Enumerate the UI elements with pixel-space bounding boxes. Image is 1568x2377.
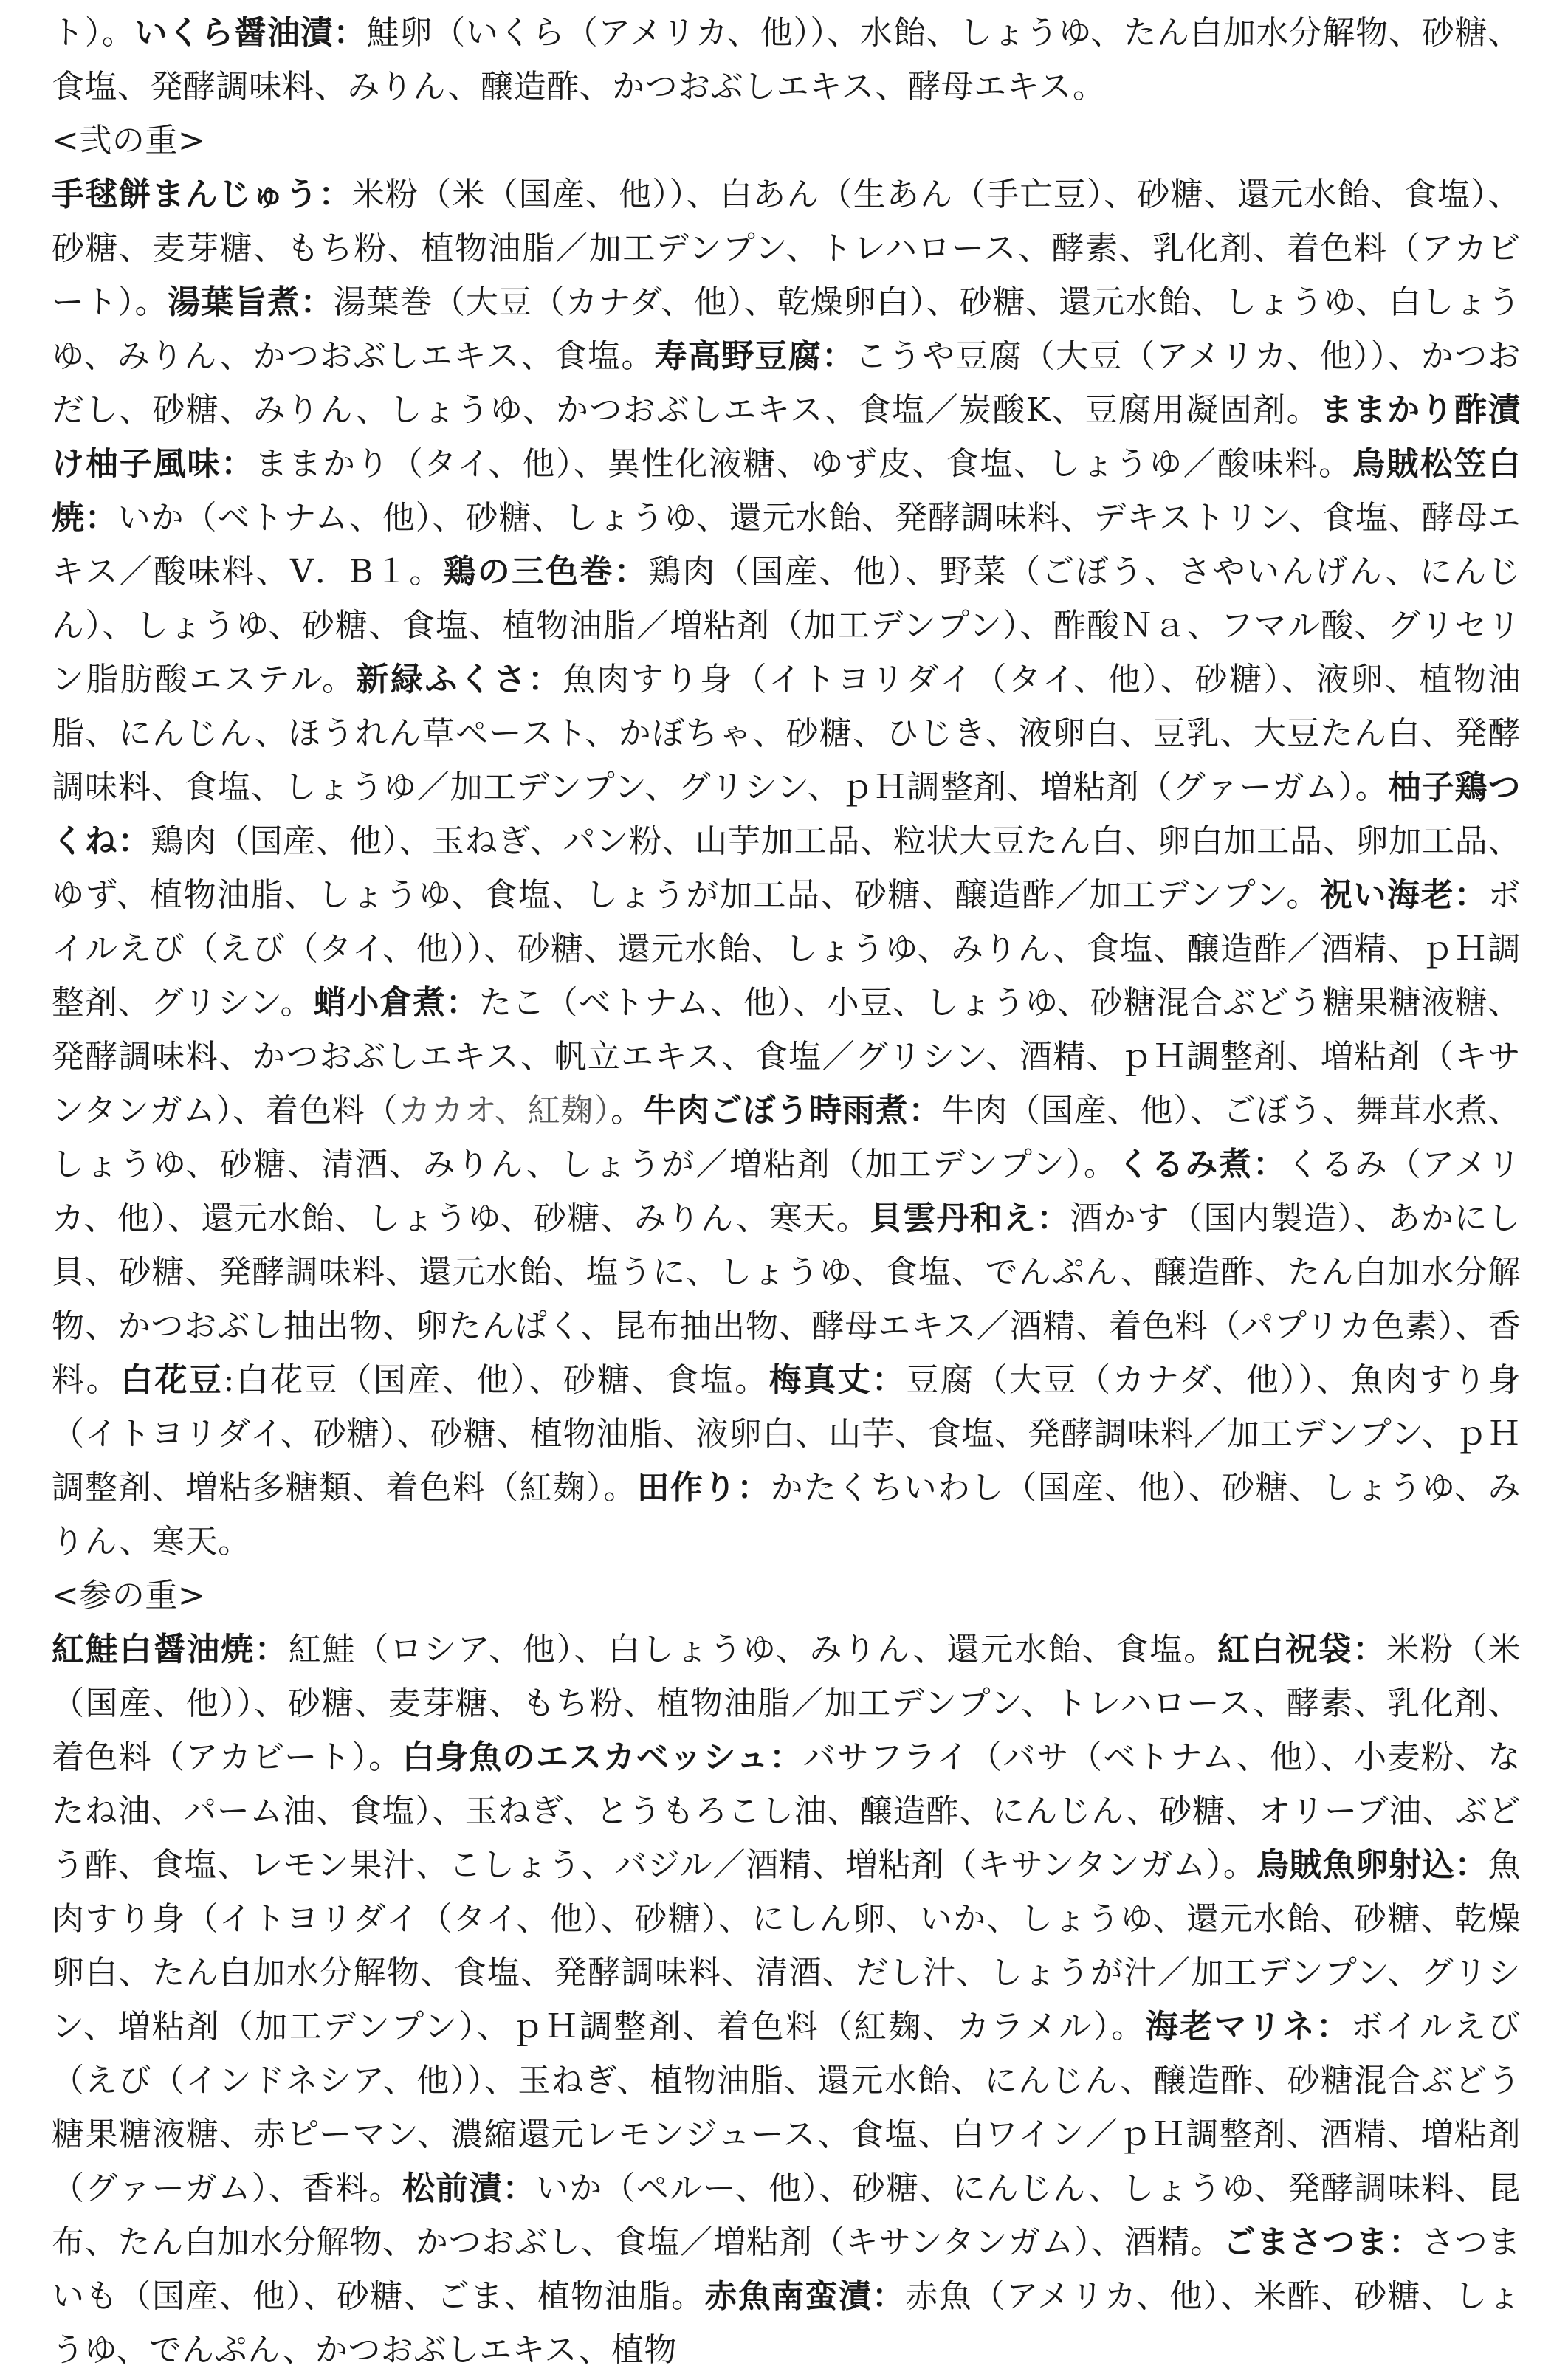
ingredient-text: カカオ、紅麹） <box>398 1092 611 1129</box>
ingredient-text: 紅鮭（ロシア、他）、白しょうゆ、みりん、還元水飴、食塩。 <box>288 1631 1217 1668</box>
ingredient-text: :白花豆（国産、他）、砂糖、食塩。 <box>223 1361 769 1399</box>
product-name: 烏賊松笠白焼： <box>52 445 1521 537</box>
ingredient-text: 豆腐（大豆（カナダ、他））、魚肉すり身（イトヨリダイ、砂糖）、砂糖、植物油脂、液卵白、山芋、食塩、発酵調味料／加工デンプン、ｐＨ調整剤、増粘多糖類、着色料（紅麹）。 <box>52 1361 1521 1507</box>
product-name: 海老マリネ： <box>1145 2008 1351 2046</box>
ingredient-text: 赤魚（アメリカ、他）、米酢、砂糖、しょうゆ、でんぷん、かつおぶしエキス、植物 <box>52 2277 1521 2369</box>
product-name: 鶏の三色巻： <box>443 553 649 591</box>
product-name: 田作り： <box>636 1469 771 1507</box>
ingredient-text: 鮭卵（いくら（アメリカ、他））、水飴、しょうゆ、たん白加水分解物、砂糖、食塩、発酵調味料、みりん、醸造酢、かつおぶしエキス、酵母エキス。 <box>52 14 1521 106</box>
product-name: 蛸小倉煮： <box>313 984 479 1022</box>
ingredient-text: 魚肉すり身（イトヨリダイ（タイ、他）、砂糖）、にしん卵、いか、しょうゆ、還元水飴、砂糖、乾燥卵白、たん白加水分解物、食塩、発酵調味料、清酒、だし汁、しょうが汁／加工デンプン、グリシン、増粘剤（加工デンプン）、ｐＨ調整剤、着色料（紅麹、カラメル）。 <box>52 1846 1521 2046</box>
ingredient-text: 湯葉巻（大豆（カナダ、他）、乾燥卵白）、砂糖、還元水飴、しょうゆ、白しょうゆ、みりん、かつおぶしエキス、食塩。 <box>52 283 1521 375</box>
ingredient-text: さつまいも（国産、他）、砂糖、ごま、植物油脂。 <box>52 2223 1521 2315</box>
product-name: 梅真丈： <box>768 1361 907 1399</box>
product-name: 紅白祝袋： <box>1217 1631 1387 1668</box>
product-name: 柚子鶏つくね： <box>52 768 1521 860</box>
ingredient-text: バサフライ（バサ（ベトナム、他）、小麦粉、なたね油、パーム油、食塩）、玉ねぎ、とうもろこし油、醸造酢、にんじん、砂糖、オリーブ油、ぶどう酢、食塩、レモン果汁、こしょう、バジル／酒精、増粘剤（キサンタンガム）。 <box>52 1738 1521 1884</box>
ingredient-text: 米粉（米（国産、他））、白あん（生あん（手亡豆）、砂糖、還元水飴、食塩）、砂糖、麦芽糖、もち粉、植物油脂／加工デンプン、トレハロース、酵素、乳化剤、着色料（アカビート）。 <box>52 176 1521 321</box>
section-heading <box>52 1569 1521 1623</box>
ingredient-text: こうや豆腐（大豆（アメリカ、他））、かつおだし、砂糖、みりん、しょうゆ、かつおぶしエキス、食塩／炭酸K、豆腐用凝固剤。 <box>52 337 1521 429</box>
ingredient-text: 魚肉すり身（イトヨリダイ（タイ、他）、砂糖）、液卵、植物油脂、にんじん、ほうれん草ペースト、かぼちゃ、砂糖、ひじき、液卵白、豆乳、大豆たん白、発酵調味料、食塩、しょうゆ／加工デンプン、グリシン、ｐＨ調整剤、増粘剤（グァーガム）。 <box>52 661 1521 806</box>
product-name: 新緑ふくさ： <box>356 661 563 698</box>
product-name: 寿高野豆腐： <box>654 337 856 375</box>
ingredient-text: いか（ベトナム、他）、砂糖、しょうゆ、還元水飴、発酵調味料、デキストリン、食塩、酵母エキス／酸味料、V．B１。 <box>52 499 1521 591</box>
product-name: 手毬餅まんじゅう： <box>52 176 352 213</box>
product-name: 牛肉ごぼう時雨煮： <box>644 1092 942 1129</box>
ingredient-text: 。 <box>611 1092 644 1129</box>
ingredient-text: 酒かす（国内製造）、あかにし貝、砂糖、発酵調味料、還元水飴、塩うに、しょうゆ、食塩、でんぷん、醸造酢、たん白加水分解物、かつおぶし抽出物、卵たんぱく、昆布抽出物、酵母エキス／酒精、着色料（パプリカ色素）、香料。 <box>52 1200 1521 1399</box>
product-name: ままかり酢漬け柚子風味： <box>52 391 1521 483</box>
product-name: ごまさつま： <box>1223 2223 1422 2261</box>
ingredient-text: ままかり（タイ、他）、異性化液糖、ゆず皮、食塩、しょうゆ／酸味料。 <box>255 445 1353 483</box>
ingredient-text: 鶏肉（国産、他）、玉ねぎ、パン粉、山芋加工品、粒状大豆たん白、卵白加工品、卵加工品、ゆず、植物油脂、しょうゆ、食塩、しょうが加工品、砂糖、醸造酢／加工デンプン。 <box>52 822 1521 914</box>
section-heading <box>52 114 1521 168</box>
product-name: 松前漬： <box>402 2170 536 2207</box>
ingredient-paragraph <box>52 6 1521 114</box>
product-name: 赤魚南蛮漬： <box>704 2277 906 2315</box>
ingredient-text: 鶏肉（国産、他）、野菜（ごぼう、さやいんげん、にんじん）、しょうゆ、砂糖、食塩、植物油脂／増粘剤（加工デンプン）、酢酸Ｎａ、フマル酸、グリセリン脂肪酸エステル。 <box>52 553 1521 698</box>
product-name: いくら醤油漬： <box>134 14 367 52</box>
product-name: くるみ煮： <box>1117 1146 1287 1183</box>
ingredient-text: ト）。 <box>52 14 135 52</box>
ingredient-text: <弐の重> <box>52 122 206 159</box>
ingredient-text: ボイルえび（えび（インドネシア、他））、玉ねぎ、植物油脂、還元水飴、にんじん、醸造酢、砂糖混合ぶどう糖果糖液糖、赤ピーマン、濃縮還元レモンジュース、食塩、白ワイン／ｐＨ調整剤、酒精、増粘剤（グァーガム）、香料。 <box>52 2008 1521 2207</box>
ingredient-text: 牛肉（国産、他）、ごぼう、舞茸水煮、しょうゆ、砂糖、清酒、みりん、しょうが／増粘剤（加工デンプン）。 <box>52 1092 1521 1183</box>
ingredients-document <box>52 6 1521 2377</box>
ingredient-paragraph <box>52 168 1521 1569</box>
product-name: 白花豆 <box>120 1361 224 1399</box>
ingredient-text: くるみ（アメリカ、他）、還元水飴、しょうゆ、砂糖、みりん、寒天。 <box>52 1146 1521 1237</box>
ingredient-text: <参の重> <box>52 1577 206 1614</box>
ingredient-text: いか（ペルー、他）、砂糖、にんじん、しょうゆ、発酵調味料、昆布、たん白加水分解物、かつおぶし、食塩／増粘剤（キサンタンガム）、酒精。 <box>52 2170 1521 2261</box>
ingredient-text: 米粉（米（国産、他））、砂糖、麦芽糖、もち粉、植物油脂／加工デンプン、トレハロース、酵素、乳化剤、着色料（アカビート）。 <box>52 1631 1521 1776</box>
product-name: 祝い海老： <box>1319 876 1488 914</box>
ingredient-paragraph <box>52 1623 1521 2377</box>
product-name: 白身魚のエスカベッシュ： <box>402 1738 803 1776</box>
ingredient-text: かたくちいわし（国産、他）、砂糖、しょうゆ、みりん、寒天。 <box>52 1469 1521 1561</box>
product-name: 紅鮭白醤油焼： <box>52 1631 289 1668</box>
ingredient-text: ボイルえび（えび（タイ、他））、砂糖、還元水飴、しょうゆ、みりん、食塩、醸造酢／酒精、ｐＨ調整剤、グリシン。 <box>52 876 1521 1022</box>
product-name: 烏賊魚卵射込： <box>1256 1846 1488 1884</box>
ingredient-text: たこ（ベトナム、他）、小豆、しょうゆ、砂糖混合ぶどう糖果糖液糖、発酵調味料、かつおぶしエキス、帆立エキス、食塩／グリシン、酒精、ｐＨ調整剤、増粘剤（キサンタンガム）、着色料（ <box>52 984 1521 1129</box>
product-name: 貝雲丹和え： <box>870 1200 1070 1237</box>
product-name: 湯葉旨煮： <box>168 283 334 321</box>
